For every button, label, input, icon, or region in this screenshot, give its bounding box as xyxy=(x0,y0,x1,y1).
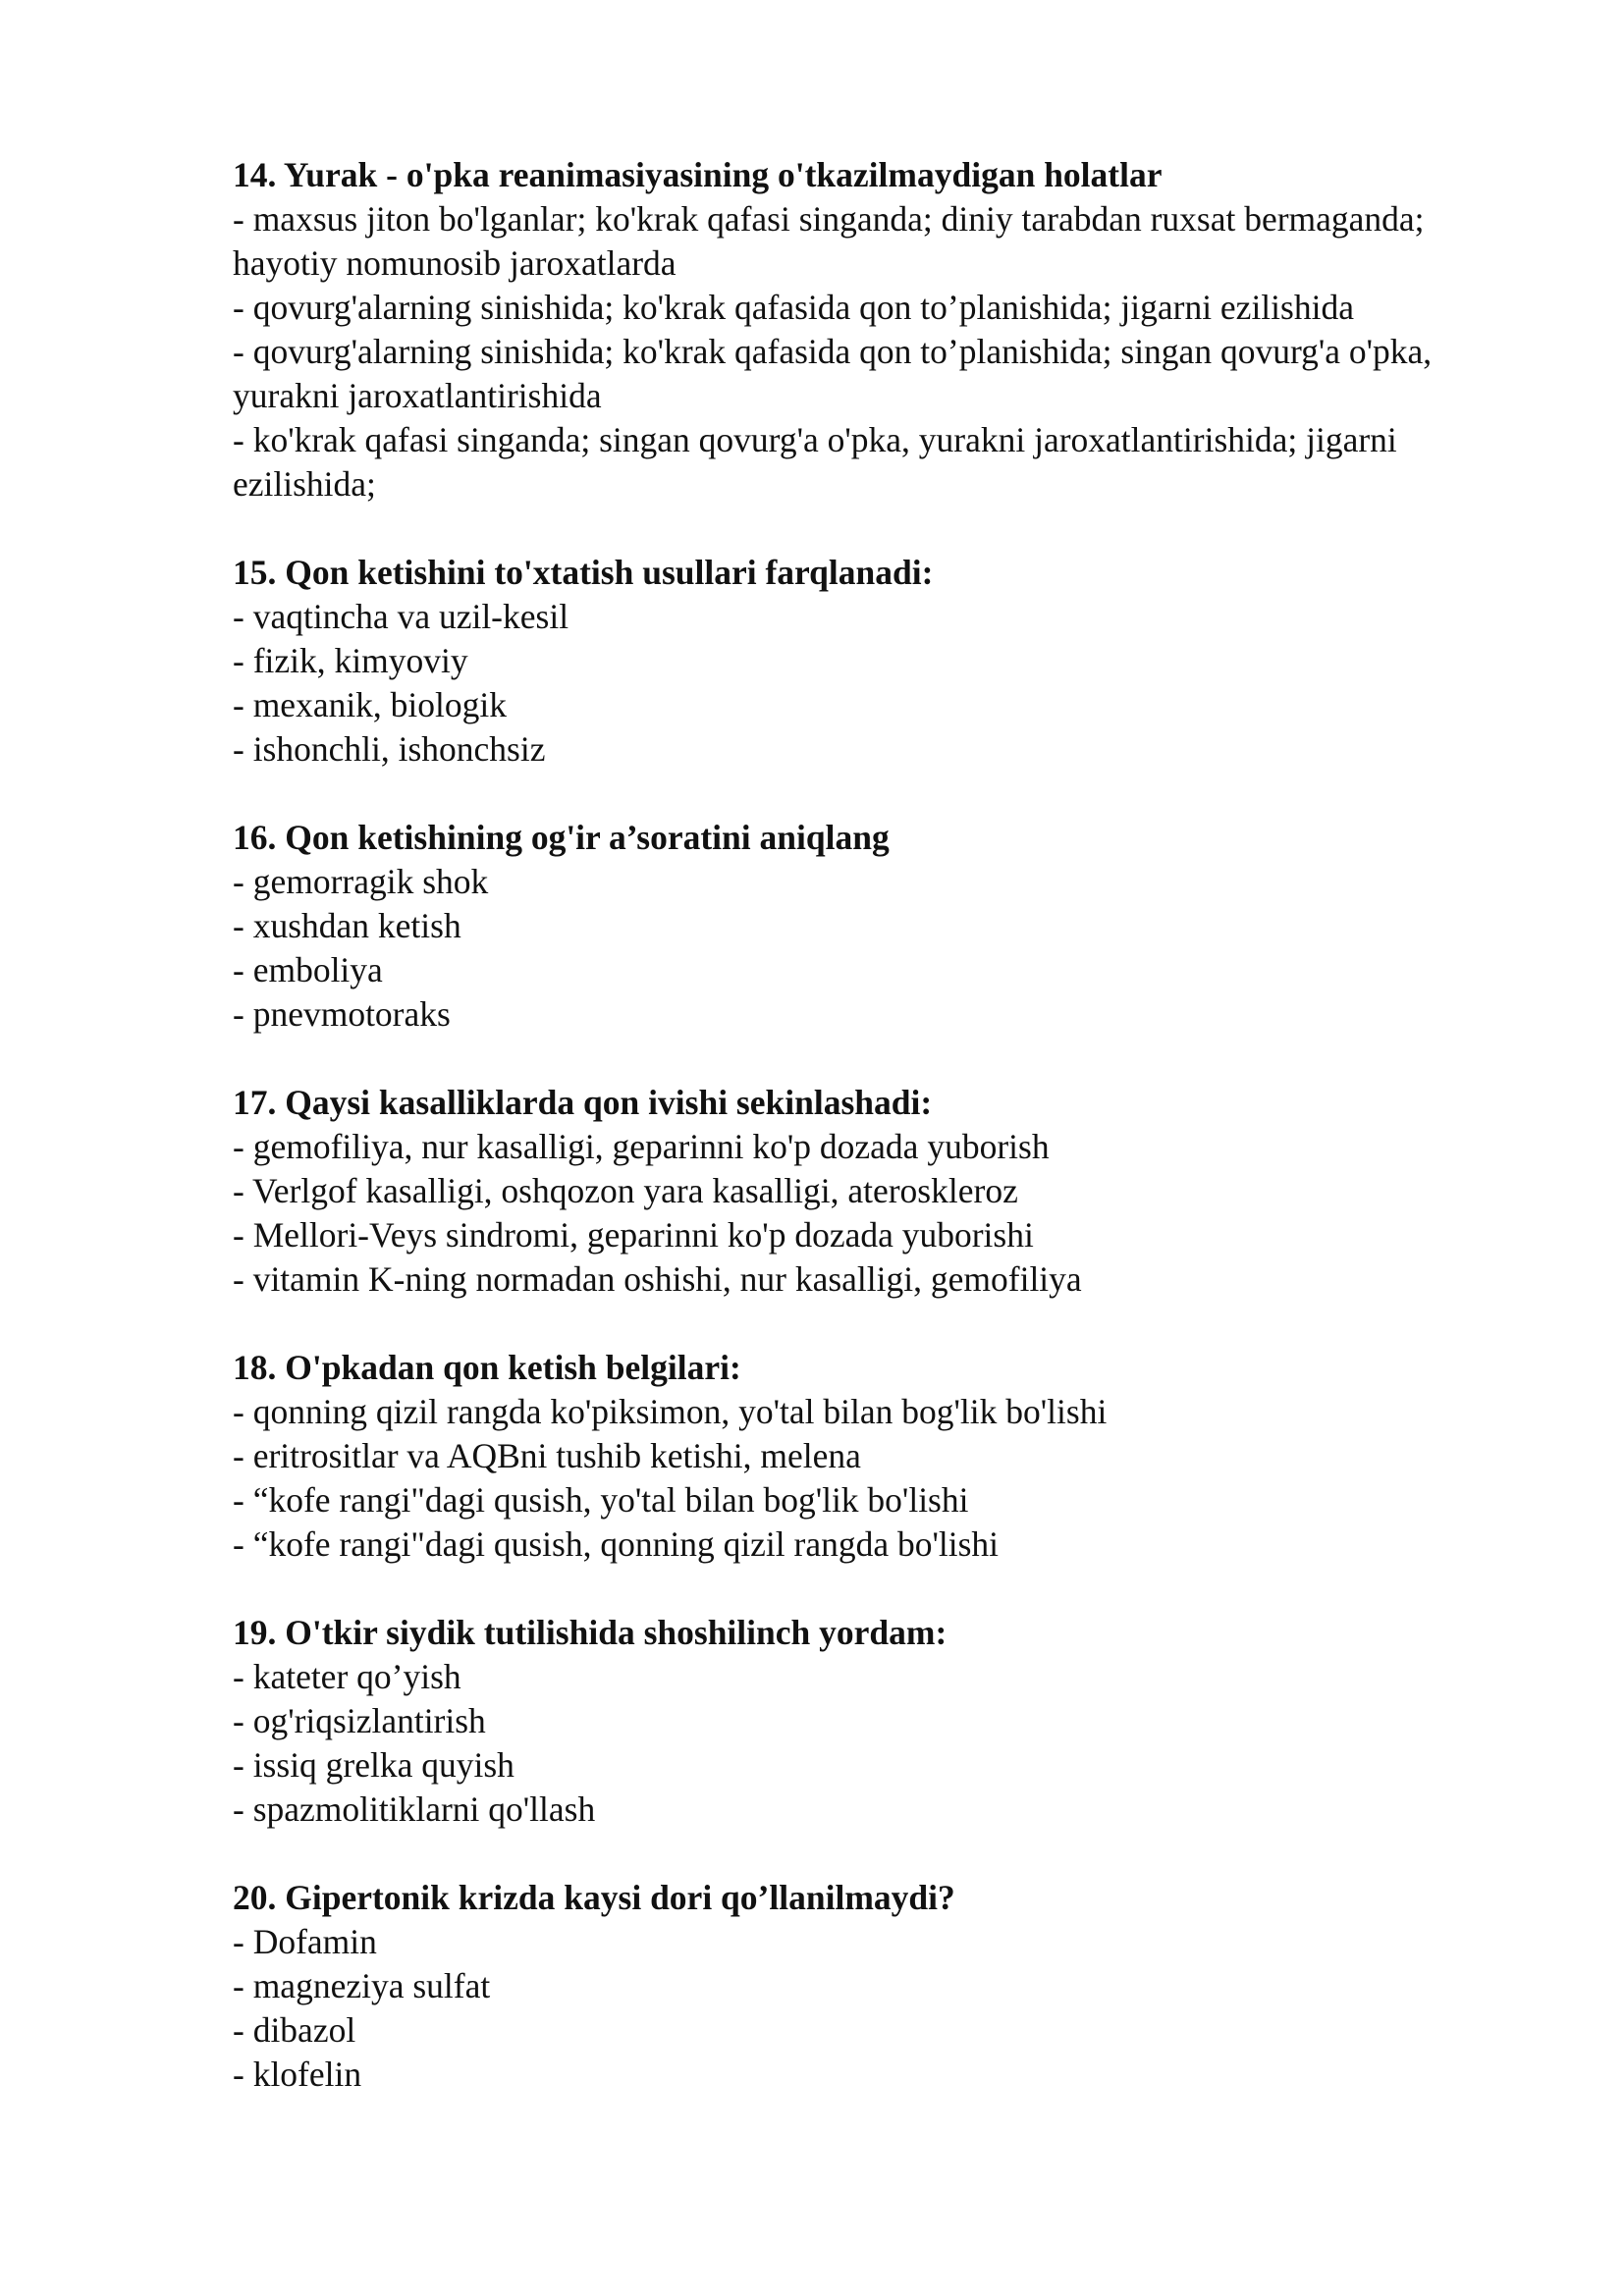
answer-option: - mexanik, biologik xyxy=(233,685,508,724)
answer-option: - gemofiliya, nur kasalligi, geparinni ko'p dozada yuborish xyxy=(233,1127,1050,1166)
answer-option: - Dofamin xyxy=(233,1922,377,1961)
answer-option: - klofelin xyxy=(233,2055,362,2094)
answer-option: - emboliya xyxy=(233,950,383,989)
question-19 xyxy=(233,1611,1509,1832)
question-title: 19. O'tkir siydik tutilishida shoshilinch yordam: xyxy=(233,1613,947,1652)
answer-option: - Verlgof kasalligi, oshqozon yara kasalligi, ateroskleroz xyxy=(233,1171,1018,1210)
answer-option: - ko'krak qafasi singanda; singan qovurg'a o'pka, yurakni jaroxatlantirishida; jigarni ezilishida; xyxy=(233,420,1397,504)
question-title: 18. O'pkadan qon ketish belgilari: xyxy=(233,1348,741,1387)
answer-option: - kateter qo’yish xyxy=(233,1657,461,1696)
question-14 xyxy=(233,153,1509,507)
question-17 xyxy=(233,1081,1509,1302)
question-title: 17. Qaysi kasalliklarda qon ivishi sekinlashadi: xyxy=(233,1083,933,1122)
document-page xyxy=(233,153,1509,2141)
question-title: 16. Qon ketishining og'ir a’soratini aniqlang xyxy=(233,818,890,857)
answer-option: - fizik, kimyoviy xyxy=(233,641,468,680)
answer-option: - “kofe rangi"dagi qusish, yo'tal bilan bog'lik bo'lishi xyxy=(233,1480,969,1520)
question-title: 20. Gipertonik krizda kaysi dori qo’llanilmaydi? xyxy=(233,1878,955,1917)
answer-option: - vaqtincha va uzil-kesil xyxy=(233,597,569,636)
answer-option: - maxsus jiton bo'lganlar; ko'krak qafasi singanda; diniy tarabdan ruxsat bermaganda; hayotiy nomunosib jaroxatlarda xyxy=(233,199,1425,283)
answer-option: - og'riqsizlantirish xyxy=(233,1701,486,1740)
question-16 xyxy=(233,816,1509,1037)
question-title: 15. Qon ketishini to'xtatish usullari farqlanadi: xyxy=(233,553,934,592)
answer-option: - magneziya sulfat xyxy=(233,1966,491,2005)
answer-option: - qovurg'alarning sinishida; ko'krak qafasida qon to’planishida; singan qovurg'a o'pka, yurakni jaroxatlantirishida xyxy=(233,332,1433,415)
answer-option: - “kofe rangi"dagi qusish, qonning qizil rangda bo'lishi xyxy=(233,1524,1000,1564)
answer-option: - pnevmotoraks xyxy=(233,994,451,1034)
question-15 xyxy=(233,551,1509,772)
answer-option: - Mellori-Veys sindromi, geparinni ko'p dozada yuborishi xyxy=(233,1215,1034,1255)
answer-option: - ishonchli, ishonchsiz xyxy=(233,729,546,769)
question-20 xyxy=(233,1876,1509,2097)
answer-option: - issiq grelka quyish xyxy=(233,1745,514,1785)
answer-option: - vitamin K-ning normadan oshishi, nur kasalligi, gemofiliya xyxy=(233,1259,1082,1299)
question-18 xyxy=(233,1346,1509,1567)
answer-option: - spazmolitiklarni qo'llash xyxy=(233,1789,596,1829)
answer-option: - eritrositlar va AQBni tushib ketishi, melena xyxy=(233,1436,861,1475)
answer-option: - gemorragik shok xyxy=(233,862,489,901)
answer-option: - qovurg'alarning sinishida; ko'krak qafasida qon to’planishida; jigarni ezilishida xyxy=(233,288,1354,327)
answer-option: - xushdan ketish xyxy=(233,906,461,945)
answer-option: - qonning qizil rangda ko'piksimon, yo'tal bilan bog'lik bo'lishi xyxy=(233,1392,1108,1431)
answer-option: - dibazol xyxy=(233,2010,356,2050)
question-title: 14. Yurak - o'pka reanimasiyasining o'tkazilmaydigan holatlar xyxy=(233,155,1163,194)
